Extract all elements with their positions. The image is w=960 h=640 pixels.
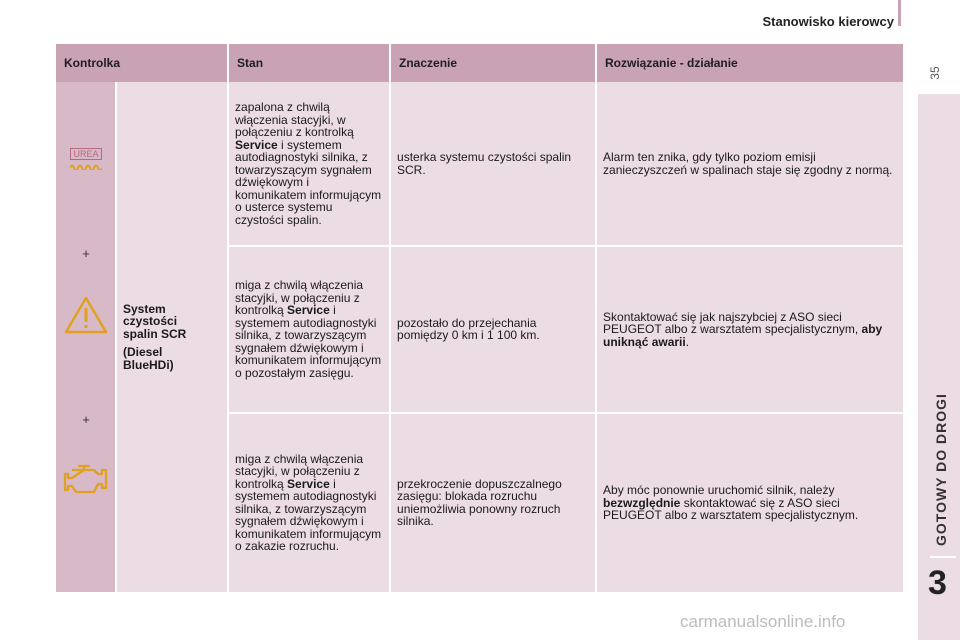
- rozwiazanie-bold-text: bezwzględnie: [603, 495, 681, 510]
- system-name-line: czystości: [123, 314, 178, 329]
- column-header-kontrolka: Kontrolka: [56, 44, 228, 82]
- stan-text: zapalona z chwilą włączenia stacyjki, w połączeniu z kontrolką: [235, 100, 354, 140]
- rozwiazanie-text: skontaktować się z ASO sieci PEUGEOT albo z warsztatem specjalistycznym.: [603, 495, 859, 523]
- rozwiazanie-text: Aby móc ponownie uruchomić silnik, należy: [603, 483, 835, 498]
- rozwiazanie-text: Alarm ten znika, gdy tylko poziom emisji zanieczyszczeń w spalinach staje się zgodny z normą.: [603, 150, 893, 177]
- watermark-text: carmanualsonline.info: [680, 612, 846, 631]
- warning-triangle-icon: [56, 296, 116, 334]
- system-name-line: BlueHDi): [123, 357, 174, 372]
- table-row: [56, 82, 904, 246]
- page-header-title: Stanowisko kierowcy: [762, 14, 894, 29]
- system-name-line: (Diesel: [123, 345, 163, 360]
- rozwiazanie-cell: [596, 82, 904, 246]
- plus-sign: +: [82, 246, 90, 261]
- znaczenie-cell: usterka systemu czystości spalin SCR.: [390, 82, 596, 246]
- rozwiazanie-bold-text: aby uniknąć awarii: [603, 322, 883, 349]
- plus-sign: +: [82, 412, 90, 427]
- rozwiazanie-cell: [596, 413, 904, 593]
- icon-column: [56, 82, 116, 593]
- stan-cell: [228, 413, 390, 593]
- stan-cell: [228, 82, 390, 246]
- engine-icon: [56, 462, 116, 496]
- stan-bold-text: Service: [235, 137, 278, 152]
- system-name-cell: [116, 82, 228, 593]
- chapter-divider: [930, 556, 956, 558]
- rozwiazanie-text: Skontaktować się jak najszybciej z ASO sieci PEUGEOT albo z warsztatem specjalistycznym,: [603, 309, 862, 337]
- rozwiazanie-text: .: [685, 334, 690, 349]
- stan-text: miga z chwilą włączenia stacyjki, w połączeniu z kontrolką: [235, 451, 364, 491]
- stan-bold-text: Service: [287, 476, 330, 491]
- chapter-side-tab: [918, 94, 960, 640]
- urea-icon: [56, 148, 116, 170]
- warning-lights-table: [56, 44, 905, 594]
- header-divider: [898, 0, 901, 26]
- urea-icon-label: UREA: [70, 148, 102, 160]
- rozwiazanie-cell: [596, 246, 904, 412]
- column-header-znaczenie: Znaczenie: [390, 44, 596, 82]
- znaczenie-cell: przekroczenie dopuszczalnego zasięgu: blokada rozruchu uniemożliwia ponowny rozruch silnika.: [390, 413, 596, 593]
- stan-cell: [228, 246, 390, 412]
- page-number: 35: [928, 66, 942, 80]
- table-header-row: [56, 44, 904, 82]
- column-header-stan: Stan: [228, 44, 390, 82]
- stan-text: miga z chwilą włączenia stacyjki, w połączeniu z kontrolką: [235, 278, 364, 318]
- urea-wave-icon: [70, 162, 102, 170]
- system-name-line: spalin SCR: [123, 326, 187, 341]
- chapter-number: 3: [928, 564, 947, 602]
- system-name-line: System: [123, 301, 166, 316]
- chapter-title: GOTOWY DO DROGI: [933, 393, 949, 546]
- stan-text: i systemem autodiagnostyki silnika, z towarzyszącym sygnałem dźwiękowym i komunikatem informującym o zakazie rozruchu.: [235, 476, 382, 554]
- column-header-rozwiazanie: Rozwiązanie - działanie: [596, 44, 904, 82]
- stan-text: i systemem autodiagnostyki silnika, z towarzyszącym sygnałem dźwiękowym i komunikatem informującym o usterce systemu czystości spalin.: [235, 137, 382, 227]
- stan-text: i systemem autodiagnostyki silnika, z towarzyszącym sygnałem dźwiękowym i komunikatem informującym o pozostałym zasięgu.: [235, 303, 382, 380]
- znaczenie-cell: pozostało do przejechania pomiędzy 0 km i 1 100 km.: [390, 246, 596, 412]
- stan-bold-text: Service: [287, 303, 330, 318]
